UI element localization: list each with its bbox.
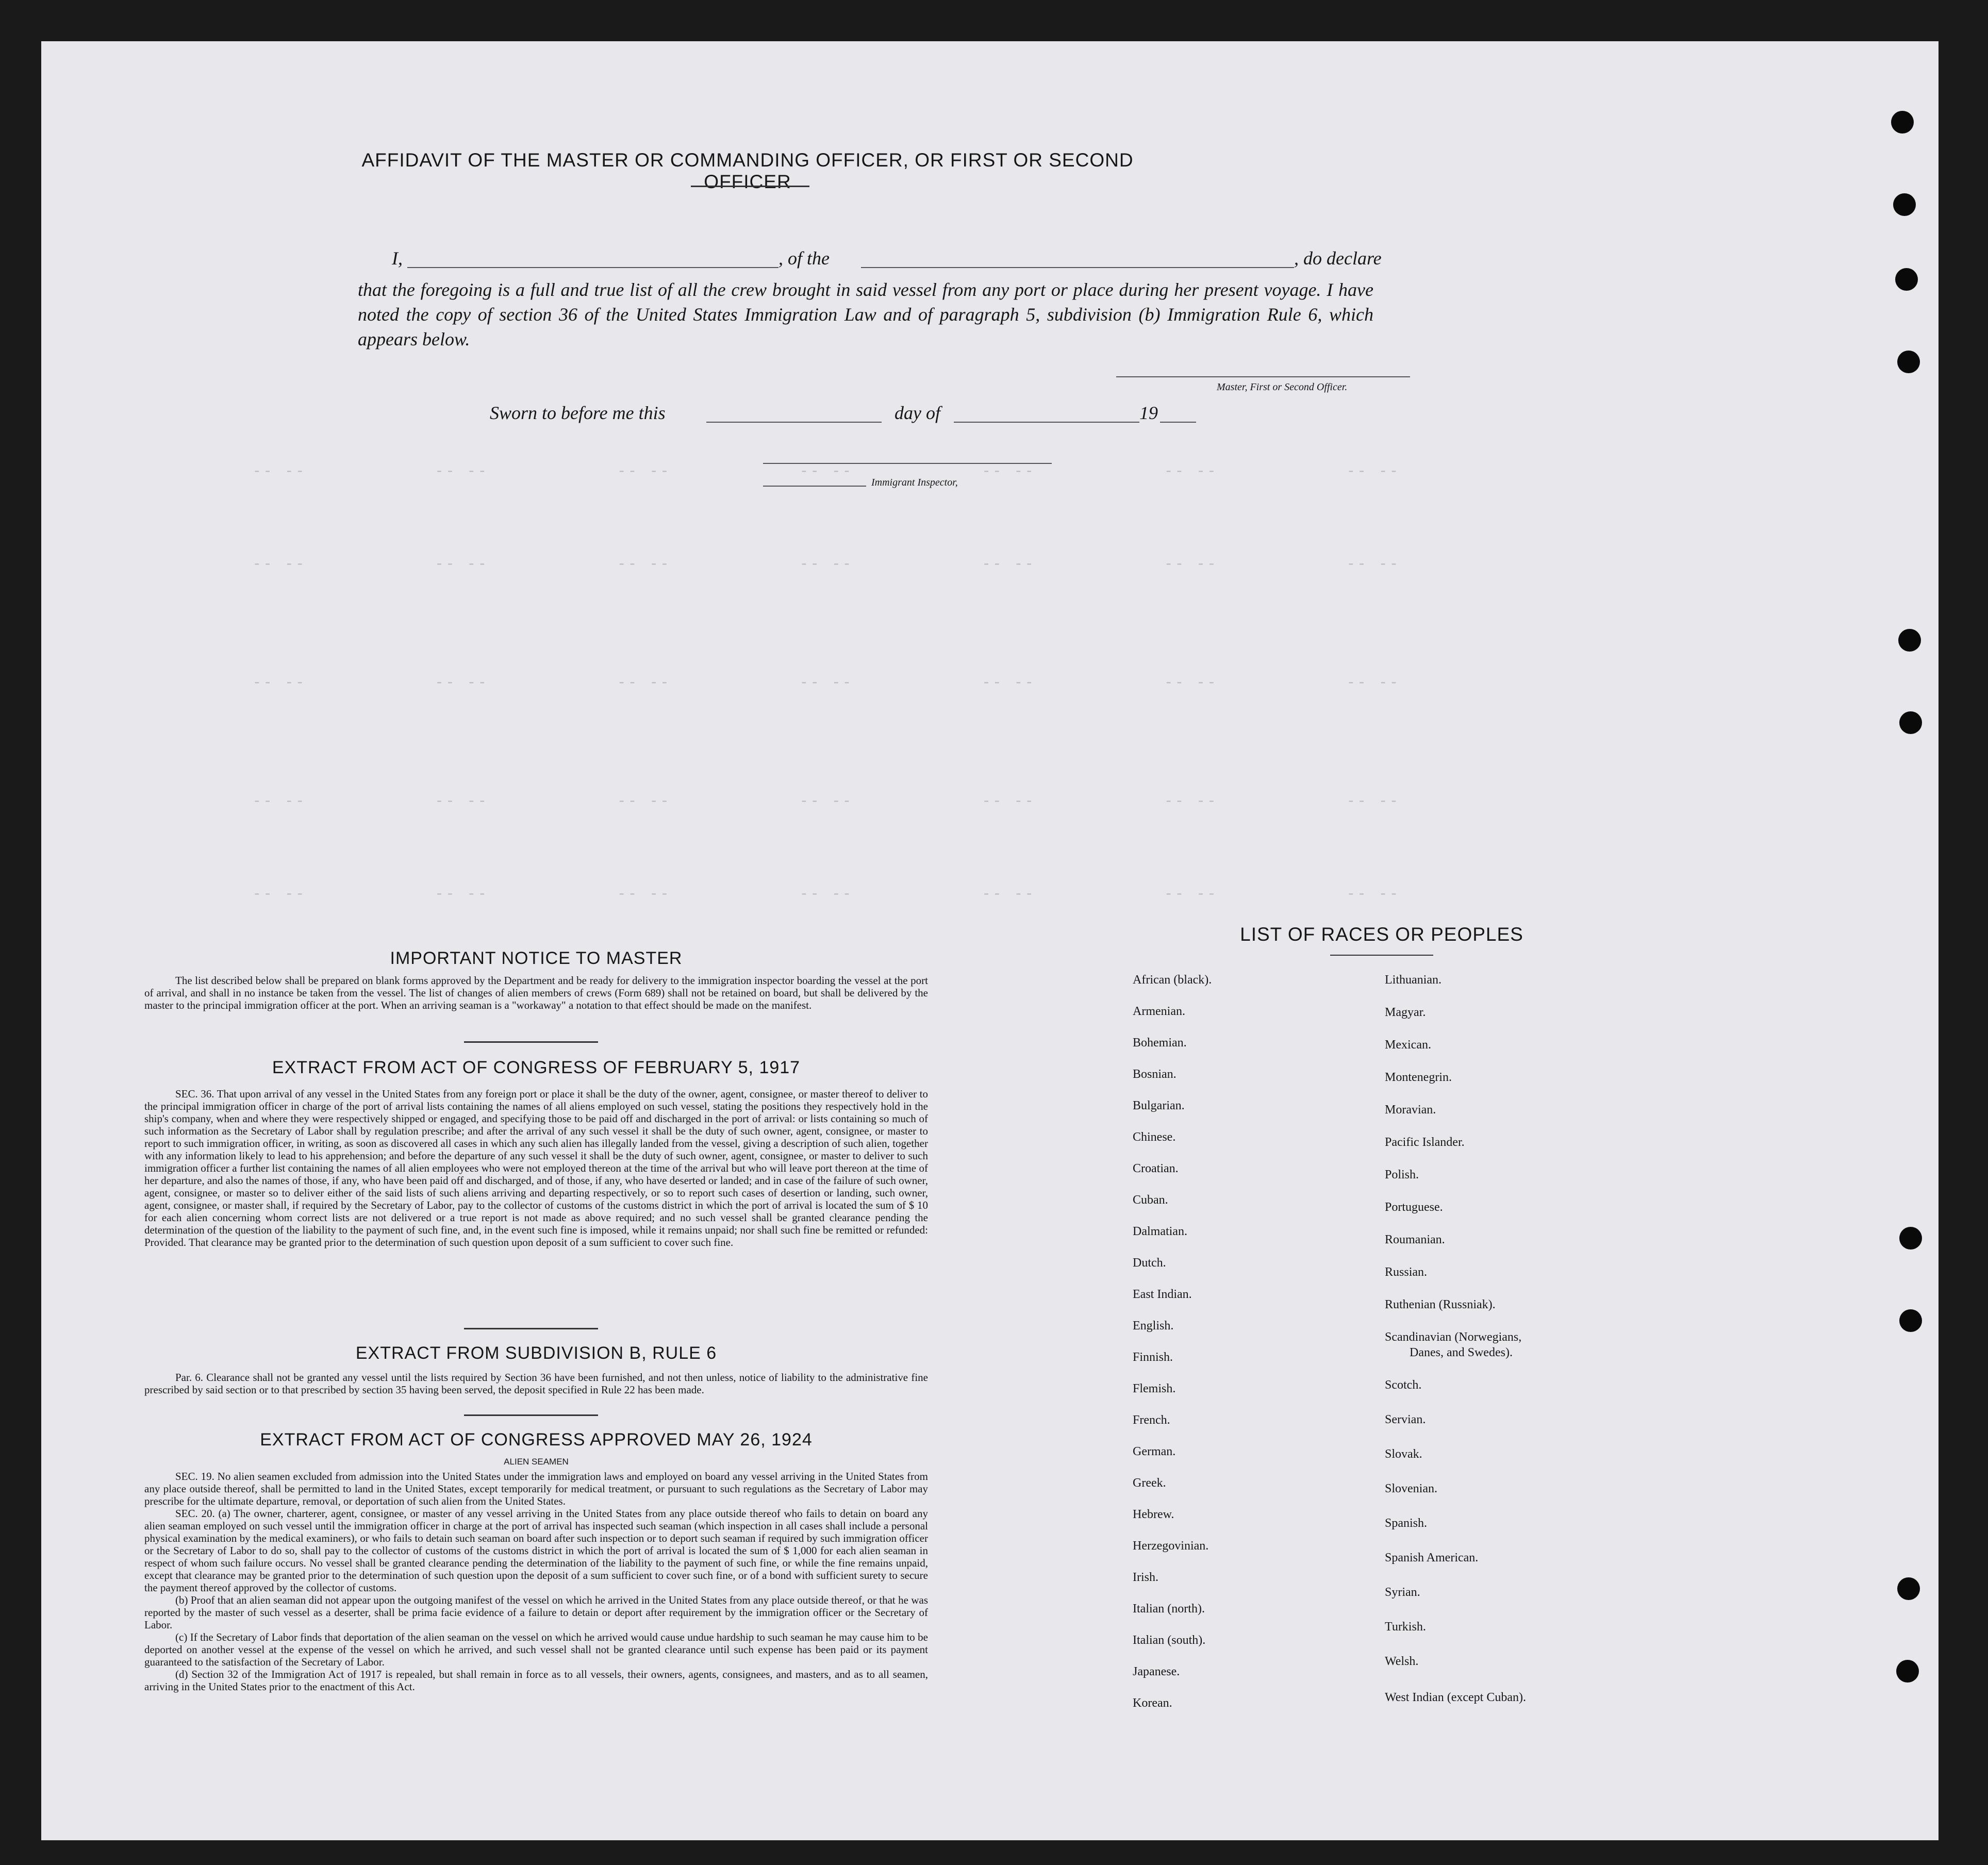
race-item: Dutch.	[1133, 1256, 1166, 1270]
race-item: Irish.	[1133, 1571, 1158, 1584]
bleed-through-marks: -- -- -- -- -- -- -- -- -- -- -- -- -- --	[253, 794, 1400, 810]
year-label: 19	[1139, 403, 1158, 423]
notice-title: IMPORTANT NOTICE TO MASTER	[390, 948, 683, 968]
act-1924-sec-20d: (d) Section 32 of the Immigration Act of 1917 is repealed, but shall remain in force as to all vessels, their owners, agents, consignees, and masters, and as to all seamen, arriving in the United States prior to the enactment of this Act.	[144, 1668, 928, 1693]
race-item: German.	[1133, 1445, 1176, 1458]
race-item: Korean.	[1133, 1696, 1172, 1710]
name-blank[interactable]	[407, 267, 778, 268]
races-title: LIST OF RACES OR PEOPLES	[1240, 924, 1523, 945]
master-signature-line[interactable]	[1116, 376, 1410, 377]
act-1924-body	[144, 1470, 928, 1693]
race-item: Montenegrin.	[1385, 1071, 1452, 1084]
sworn-month-blank[interactable]	[954, 422, 1139, 423]
punch-hole	[1893, 193, 1916, 216]
race-item: Herzegovinian.	[1133, 1539, 1209, 1553]
race-item: Spanish American.	[1385, 1551, 1479, 1564]
punch-hole	[1896, 1660, 1919, 1683]
race-item: Italian (south).	[1133, 1634, 1206, 1647]
punch-hole	[1897, 1577, 1920, 1600]
race-item: Moravian.	[1385, 1103, 1436, 1117]
act-1924-title: EXTRACT FROM ACT OF CONGRESS APPROVED MAY 26, 1924	[260, 1430, 813, 1450]
race-item: Mexican.	[1385, 1038, 1431, 1052]
race-item: Spanish.	[1385, 1517, 1428, 1530]
race-item: Italian (north).	[1133, 1602, 1205, 1616]
race-item: Servian.	[1385, 1413, 1426, 1426]
affidavit-body: that the foregoing is a full and true list of all the crew brought in said vessel from any port or place during her present voyage. I have noted the copy of section 36 of the United States Immigration Law and of paragraph 5, subdivision (b) Immigration Rule 6, which appears below.	[358, 279, 1373, 349]
inspector-signature-line-left	[763, 486, 866, 487]
affidavit-declarant-line	[392, 247, 403, 269]
race-item: English.	[1133, 1319, 1174, 1333]
race-item: Welsh.	[1385, 1655, 1419, 1668]
i-label: I,	[392, 248, 403, 269]
race-item: French.	[1133, 1413, 1170, 1427]
race-item: Roumanian.	[1385, 1233, 1445, 1246]
bleed-through-marks: -- -- -- -- -- -- -- -- -- -- -- -- -- --	[253, 464, 1400, 480]
race-item: Russian.	[1385, 1265, 1428, 1279]
race-item: Greek.	[1133, 1476, 1166, 1490]
race-item: Bohemian.	[1133, 1036, 1187, 1050]
notice-body: The list described below shall be prepared on blank forms approved by the Department and be ready for delivery to the immigration inspector boarding the vessel at the port of arrival, and shall in no instance be taken from the vessel. The list of changes of alien members of crews (Form 689) shall not be retained on board, but shall be delivered by the master to the principal immigration officer at the port. When an arriving seaman is a "workaway" a notation to that effect should be made on the manifest.	[144, 974, 928, 1011]
race-item: Scotch.	[1385, 1378, 1422, 1392]
race-item: East Indian.	[1133, 1288, 1192, 1301]
race-item: Ruthenian (Russniak).	[1385, 1298, 1496, 1311]
race-item: West Indian (except Cuban).	[1385, 1691, 1526, 1704]
punch-hole	[1898, 629, 1921, 652]
bleed-through-marks: -- -- -- -- -- -- -- -- -- -- -- -- -- --	[253, 887, 1400, 903]
sworn-label: Sworn to before me this	[490, 403, 666, 423]
act-1924-sec-20b: (b) Proof that an alien seaman did not appear upon the outgoing manifest of the vessel on which he arrived in the United States from any place outside thereof, or that he was reported by the master of such vessel as a deserter, shall be prima facie evidence of a failure to detain or deport after requirement by the immigration officer or the Secretary of Labor.	[144, 1594, 928, 1631]
bleed-through-marks: -- -- -- -- -- -- -- -- -- -- -- -- -- --	[253, 557, 1400, 573]
race-item: Dalmatian.	[1133, 1225, 1187, 1238]
form-page	[41, 41, 1939, 1840]
act-1924-sec-19: SEC. 19. No alien seamen excluded from admission into the United States under the immigration laws and employed on board any vessel arriving in the United States from any place outside thereof, shall be permitted to land in the United States, except temporarily for medical treatment, or pursuant to such regulations as the Secretary of Labor may prescribe for the ultimate departure, removal, or deportation of such alien from the United States.	[144, 1470, 928, 1507]
race-item: Lithuanian.	[1385, 973, 1442, 987]
race-item: Polish.	[1385, 1168, 1419, 1181]
race-item: Cuban.	[1133, 1193, 1168, 1207]
race-item: Flemish.	[1133, 1382, 1176, 1395]
race-item: Slovak.	[1385, 1447, 1422, 1461]
vessel-blank[interactable]	[861, 267, 1294, 268]
race-item: Bulgarian.	[1133, 1099, 1185, 1112]
punch-hole	[1899, 1227, 1922, 1250]
act-1917-body: SEC. 36. That upon arrival of any vessel in the United States from any foreign port or place it shall be the duty of the owner, agent, consignee, or master thereof to deliver to the principal immigration officer in charge of the port of arrival lists containing the names of all aliens employed on such vessel, stating the positions they respectively hold in the ship's company, when and where they were respectively shipped or engaged, and specifying those to be paid off and discharged in the port of arrival: or lists containing so much of such information as the Secretary of Labor shall by regulation prescribe; and after the arrival of any such vessel it shall be the duty of such owner, agent, consignee, or master to report to such immigration officer, in writing, as soon as discovered all cases in which any such alien has illegally landed from the vessel, giving a description of such alien, together with any information likely to lead to his apprehension; and before the departure of any such vessel it shall be the duty of such owner, agent, consignee, or master to deliver to such immigration officer a further list containing the names of all alien employees who were not employed thereon at the time of the arrival but who will leave port thereon at the time of her departure, and also the names of those, if any, who have been paid off and discharged, and of those, if any, who have deserted or landed; and in case of the failure of such owner, agent, consignee, or master so to deliver either of the said lists of such aliens arriving and departing respectively, or so to report such cases of desertion or landing, such owner, agent, consignee, or master shall, if required by the Secretary of Labor, pay to the collector of customs of the customs district in which the port of arrival is located the sum of $ 10 for each alien concerning whom correct lists are not delivered or a true report is not made as above required; and no such vessel shall be granted clearance pending the determination of the question of the liability to the payment of such fine, and, in the event such fine is imposed, while it remains unpaid; nor shall such fine be remitted or refunded: Provided. That clearance may be granted prior to the determination of such question upon deposit of a sum sufficient to cover such fine.	[144, 1088, 928, 1248]
inspector-caption: Immigrant Inspector,	[871, 477, 958, 488]
section-divider	[464, 1328, 598, 1329]
act-1917-title: EXTRACT FROM ACT OF CONGRESS OF FEBRUARY 5, 1917	[272, 1058, 801, 1077]
race-item: Japanese.	[1133, 1665, 1180, 1678]
race-item: Armenian.	[1133, 1005, 1185, 1018]
do-declare-label: , do declare	[1294, 248, 1382, 269]
race-item: Turkish.	[1385, 1620, 1426, 1634]
punch-hole	[1895, 268, 1918, 291]
race-item: Scandinavian (Norwegians,	[1385, 1330, 1522, 1344]
act-1924-sec-20a: SEC. 20. (a) The owner, charterer, agent, consignee, or master of any vessel arriving in the United States from any place outside thereof who fails to detain on board any alien seaman employed on such vessel until the immigration officer in charge at the port of arrival has inspected such seaman (which inspection in all cases shall include a personal physical examination by the medical examiners), or who fails to detain such seaman on board after such inspection or to deport such seaman if required by such immigration officer or the Secretary of Labor to do so, shall pay to the collector of customs of the customs district in which the port of arrival is located the sum of $ 1,000 for each alien seaman in respect of whom such failure occurs. No vessel shall be granted clearance pending the determination of the liability to the payment of such fine, or while the fine remains unpaid, except that clearance may be granted prior to the determination of such question upon the deposit of a sum sufficient to cover such fine, or of a bond with sufficient surety to secure the payment thereof approved by the collector of customs.	[144, 1507, 928, 1594]
of-the-label: , of the	[778, 248, 830, 269]
punch-hole	[1897, 351, 1920, 373]
sworn-day-blank[interactable]	[706, 422, 882, 423]
race-item: Bosnian.	[1133, 1068, 1177, 1081]
race-item: African (black).	[1133, 973, 1212, 987]
day-of-label: day of	[894, 403, 940, 423]
race-item: Croatian.	[1133, 1162, 1179, 1175]
race-item: Chinese.	[1133, 1130, 1176, 1144]
act-1924-subtitle: ALIEN SEAMEN	[504, 1457, 569, 1467]
race-item: Syrian.	[1385, 1586, 1420, 1599]
bleed-through-marks: -- -- -- -- -- -- -- -- -- -- -- -- -- --	[253, 675, 1400, 691]
race-item: Slovenian.	[1385, 1482, 1437, 1495]
section-divider	[464, 1041, 598, 1043]
punch-hole	[1891, 111, 1914, 134]
race-item: Hebrew.	[1133, 1508, 1174, 1521]
act-1924-sec-20c: (c) If the Secretary of Labor finds that deportation of the alien seaman on the vessel on which he arrived would cause undue hardship to such seaman he may cause him to be deported on another vessel at the expense of the vessel on which he arrived, and such vessel shall not be granted clearance until such expense has been paid or its payment guaranteed to the satisfaction of the Secretary of Labor.	[144, 1631, 928, 1668]
race-item: Magyar.	[1385, 1006, 1426, 1019]
race-item: Pacific Islander.	[1385, 1136, 1465, 1149]
punch-hole	[1899, 1309, 1922, 1332]
section-divider	[464, 1414, 598, 1416]
race-item: Finnish.	[1133, 1351, 1173, 1364]
race-item: Danes, and Swedes).	[1410, 1346, 1513, 1359]
punch-hole	[1899, 711, 1922, 734]
affidavit-title: AFFIDAVIT OF THE MASTER OR COMMANDING OFFICER, OR FIRST OR SECOND OFFICER	[361, 149, 1134, 192]
rule-6-body: Par. 6. Clearance shall not be granted any vessel until the lists required by Section 36 have been furnished, and not then unless, notice of liability to the administrative fine prescribed by said section or to that prescribed by section 35 having been served, the deposit specified in Rule 22 has been made.	[144, 1371, 928, 1396]
inspector-signature-line[interactable]	[763, 463, 1052, 464]
sworn-year-blank[interactable]	[1160, 422, 1196, 423]
races-underline	[1330, 955, 1433, 956]
title-underline	[691, 186, 809, 187]
master-caption: Master, First or Second Officer.	[1217, 381, 1348, 393]
race-item: Portuguese.	[1385, 1201, 1443, 1214]
rule-6-title: EXTRACT FROM SUBDIVISION B, RULE 6	[355, 1343, 717, 1363]
